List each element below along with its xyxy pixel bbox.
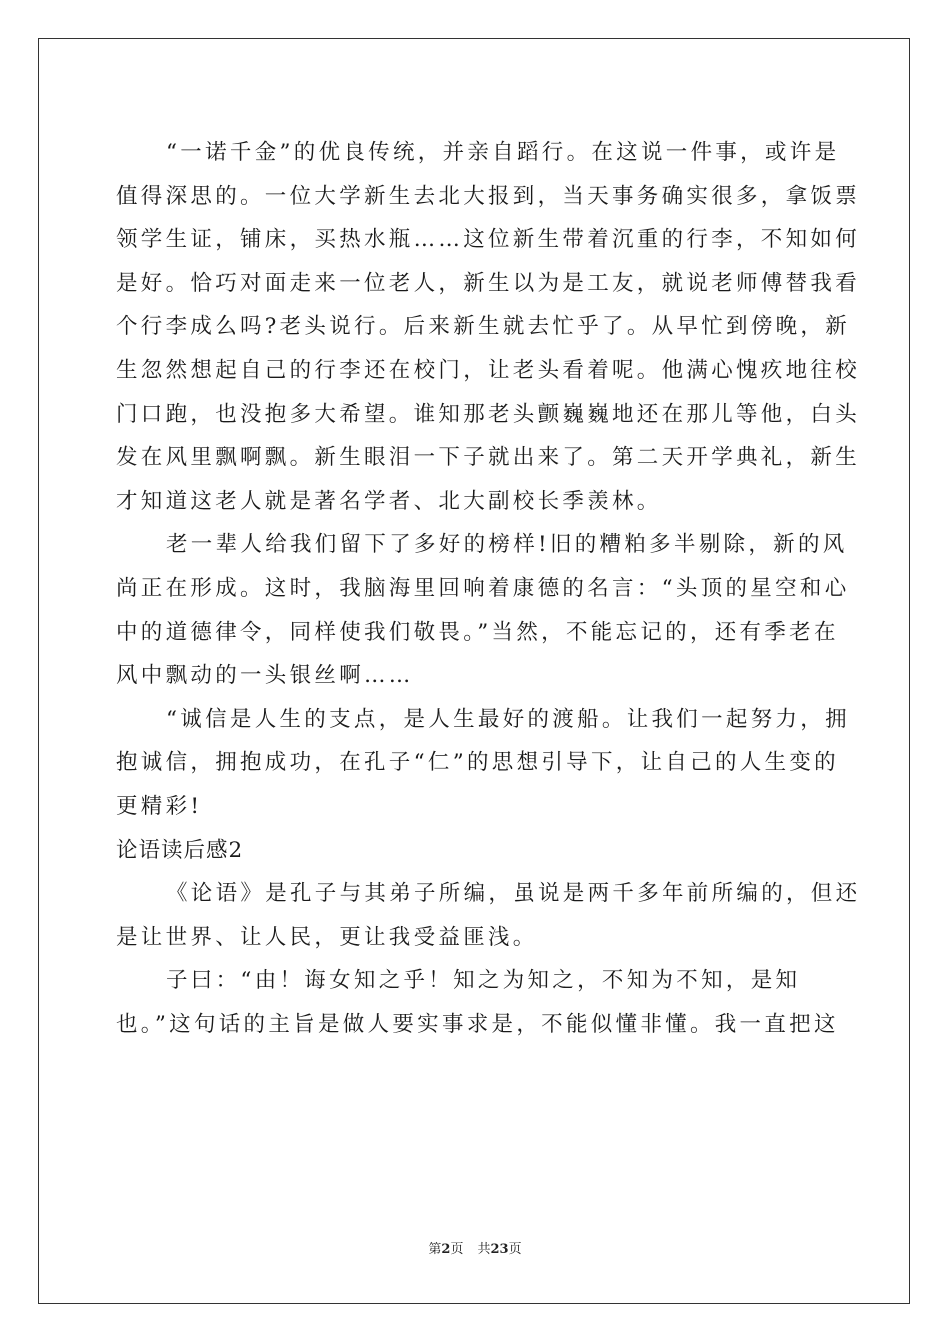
text-line: “诚信是人生的支点，是人生最好的渡船。让我们一起努力，拥	[166, 706, 850, 732]
text-line: 发在风里飘啊飘。新生眼泪一下子就出来了。第二天开学典礼，新生	[116, 445, 861, 471]
text-line: 是好。恰巧对面走来一位老人，新生以为是工友，就说老师傅替我看	[116, 270, 861, 296]
page-suffix: 页	[450, 1242, 464, 1257]
text-line: 子曰：“由！诲女知之乎！知之为知之，不知为不知，是知	[166, 968, 801, 994]
document-body	[116, 131, 861, 1046]
text-line: 才知道这老人就是著名学者、北大副校长季羡林。	[116, 488, 662, 514]
text-line: 抱诚信，拥抱成功，在孔子“仁”的思想引导下，让自己的人生变的	[116, 750, 839, 776]
text-line: 风中飘动的一头银丝啊……	[116, 663, 414, 689]
text-line: 是让世界、让人民，更让我受益匪浅。	[116, 924, 538, 950]
text-line: 中的道德律令，同样使我们敬畏。”当然，不能忘记的，还有季老在	[116, 619, 839, 645]
page-prefix: 第	[428, 1242, 442, 1257]
total-pages: 23	[490, 1242, 509, 1257]
text-line: 老一辈人给我们留下了多好的榜样!旧的糟粕多半剔除，新的风	[166, 532, 848, 558]
page-footer	[0, 1240, 950, 1260]
text-line: 《论语》是孔子与其弟子所编，虽说是两千多年前所编的，但还	[166, 881, 861, 907]
total-suffix: 页	[508, 1242, 522, 1257]
text-line: 领学生证，铺床，买热水瓶……这位新生带着沉重的行李，不知如何	[116, 227, 861, 253]
section-heading: 论语读后感2	[116, 837, 244, 863]
text-line: 更精彩!	[116, 793, 203, 819]
text-line: 值得深思的。一位大学新生去北大报到，当天事务确实很多，拿饭票	[116, 183, 861, 209]
text-line: “一诺千金”的优良传统，并亲自蹈行。在这说一件事，或许是	[166, 140, 840, 165]
text-line: 生忽然想起自己的行李还在校门，让老头看着呢。他满心愧疚地往校	[116, 357, 861, 383]
text-line: 个行李成么吗?老头说行。后来新生就去忙乎了。从早忙到傍晚，新	[116, 314, 851, 340]
text-line: 尚正在形成。这时，我脑海里回响着康德的名言：“头顶的星空和心	[116, 575, 850, 601]
text-line: 门口跑，也没抱多大希望。谁知那老头颤巍巍地还在那儿等他，白头	[116, 401, 861, 427]
page-number: 2	[441, 1242, 451, 1257]
total-prefix: 共	[477, 1242, 491, 1257]
text-line: 也。”这句话的主旨是做人要实事求是，不能似懂非懂。我一直把这	[116, 1011, 839, 1037]
